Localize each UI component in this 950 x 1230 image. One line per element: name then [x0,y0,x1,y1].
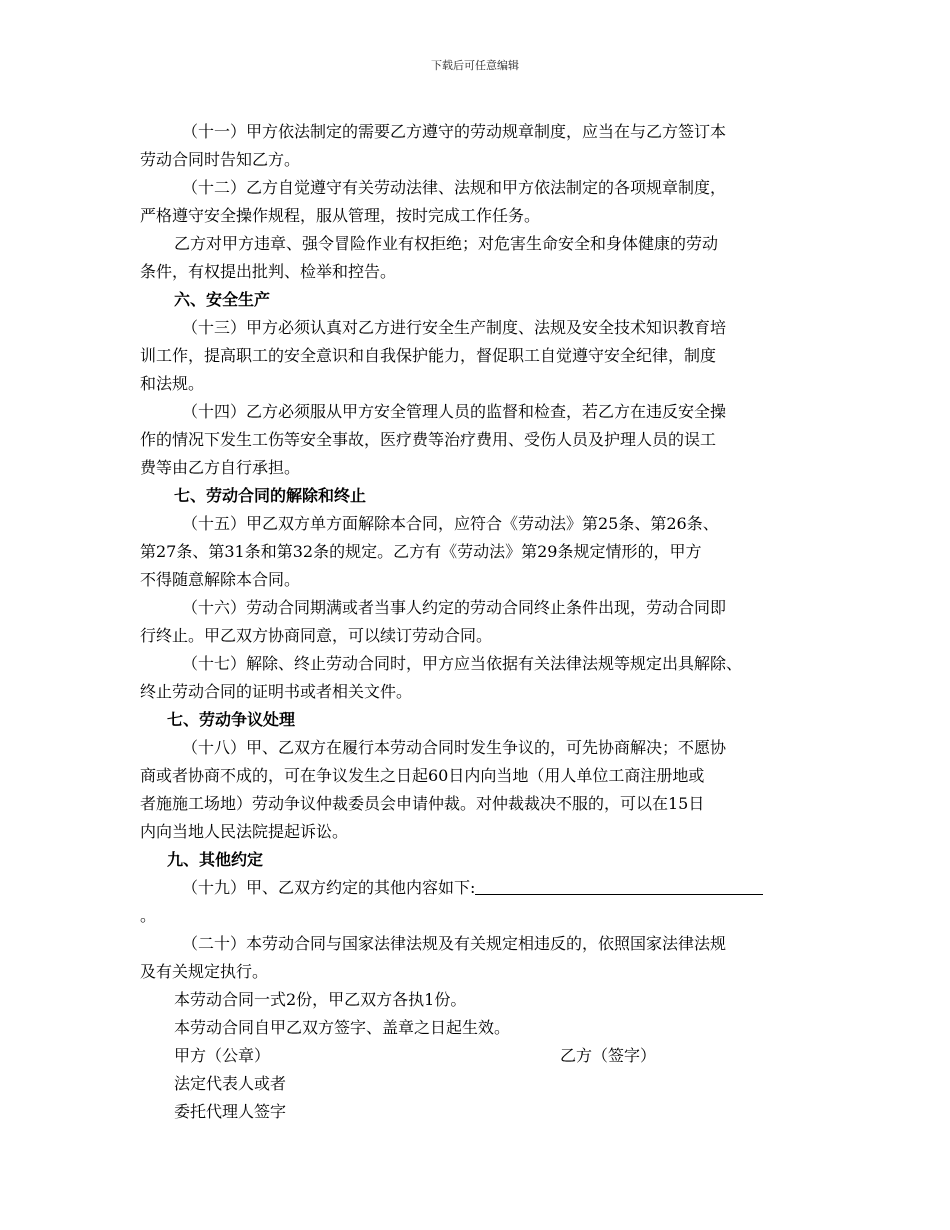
party-b-signature-label: 乙方（签字） [560,1046,657,1065]
clause-14-line-3: 费等由乙方自行承担。 [140,458,301,477]
clause-15-line-1: （十五）甲乙双方单方面解除本合同，应符合《劳动法》第25条、第26条、 [182,514,719,533]
section-heading-other: 九、其他约定 [167,850,264,869]
refusal-paragraph-line-2: 条件，有权提出批判、检举和控告。 [140,262,397,281]
page-header: 下载后可任意编辑 [431,59,519,72]
clause-13-line-1: （十三）甲方必须认真对乙方进行安全生产制度、法规及安全技术知识教育培 [182,318,727,337]
clause-11-line-1: （十一）甲方依法制定的需要乙方遵守的劳动规章制度，应当在与乙方签订本 [182,122,727,141]
party-a-seal-label: 甲方（公章） [174,1046,271,1065]
section-heading-disputes: 七、劳动争议处理 [167,710,296,729]
contract-body [140,118,830,1126]
clause-16-line-2: 行终止。甲乙双方协商同意，可以续订劳动合同。 [140,626,493,645]
signature-row [140,1042,830,1070]
clause-15-line-3: 不得随意解除本合同。 [140,570,301,589]
refusal-paragraph-line-1: 乙方对甲方违章、强令冒险作业有权拒绝；对危害生命安全和身体健康的劳动 [174,234,719,253]
clause-20-line-1: （二十）本劳动合同与国家法律法规及有关规定相违反的，依照国家法律法规 [182,934,727,953]
clause-15-line-2: 第27条、第31条和第32条的规定。乙方有《劳动法》第29条规定情形的，甲方 [140,542,702,561]
legal-representative-label: 法定代表人或者 [174,1074,287,1093]
section-heading-termination: 七、劳动合同的解除和终止 [174,486,367,505]
clause-19-line-1 [140,874,830,902]
clause-18-line-1: （十八）甲、乙双方在履行本劳动合同时发生争议的，可先协商解决；不愿协 [182,738,727,757]
clause-17-line-2: 终止劳动合同的证明书或者相关文件。 [140,682,413,701]
authorized-agent-label: 委托代理人签字 [174,1102,287,1121]
copies-statement: 本劳动合同一式2份，甲乙双方各执1份。 [174,990,467,1009]
clause-11-line-2: 劳动合同时告知乙方。 [140,150,301,169]
clause-12-line-2: 严格遵守安全操作规程，服从管理，按时完成工作任务。 [140,206,541,225]
clause-18-line-4: 内向当地人民法院提起诉讼。 [140,822,349,841]
clause-16-line-1: （十六）劳动合同期满或者当事人约定的劳动合同终止条件出现，劳动合同即 [182,598,727,617]
clause-14-line-2: 作的情况下发生工伤等安全事故，医疗费等治疗费用、受伤人员及护理人员的误工 [140,430,717,449]
clause-14-line-1: （十四）乙方必须服从甲方安全管理人员的监督和检查，若乙方在违反安全操 [182,402,727,421]
clause-13-line-2: 训工作，提高职工的安全意识和自我保护能力，督促职工自觉遵守安全纪律，制度 [140,346,717,365]
clause-13-line-3: 和法规。 [140,374,205,393]
section-heading-safety: 六、安全生产 [174,290,271,309]
fill-in-blank[interactable] [475,876,763,895]
clause-20-line-2: 及有关规定执行。 [140,962,269,981]
clause-19-text: （十九）甲、乙双方约定的其他内容如下: [182,878,476,897]
clause-18-line-2: 商或者协商不成的，可在争议发生之日起60日内向当地（用人单位工商注册地或 [140,766,705,785]
clause-12-line-1: （十二）乙方自觉遵守有关劳动法律、法规和甲方依法制定的各项规章制度， [182,178,727,197]
clause-18-line-3: 者施施工场地）劳动争议仲裁委员会申请仲裁。对仲裁裁决不服的，可以在15日 [140,794,705,813]
clause-19-line-2: 。 [140,906,157,925]
effective-statement: 本劳动合同自甲乙双方签字、盖章之日起生效。 [174,1018,511,1037]
clause-17-line-1: （十七）解除、终止劳动合同时，甲方应当依据有关法律法规等规定出具解除、 [182,654,743,673]
